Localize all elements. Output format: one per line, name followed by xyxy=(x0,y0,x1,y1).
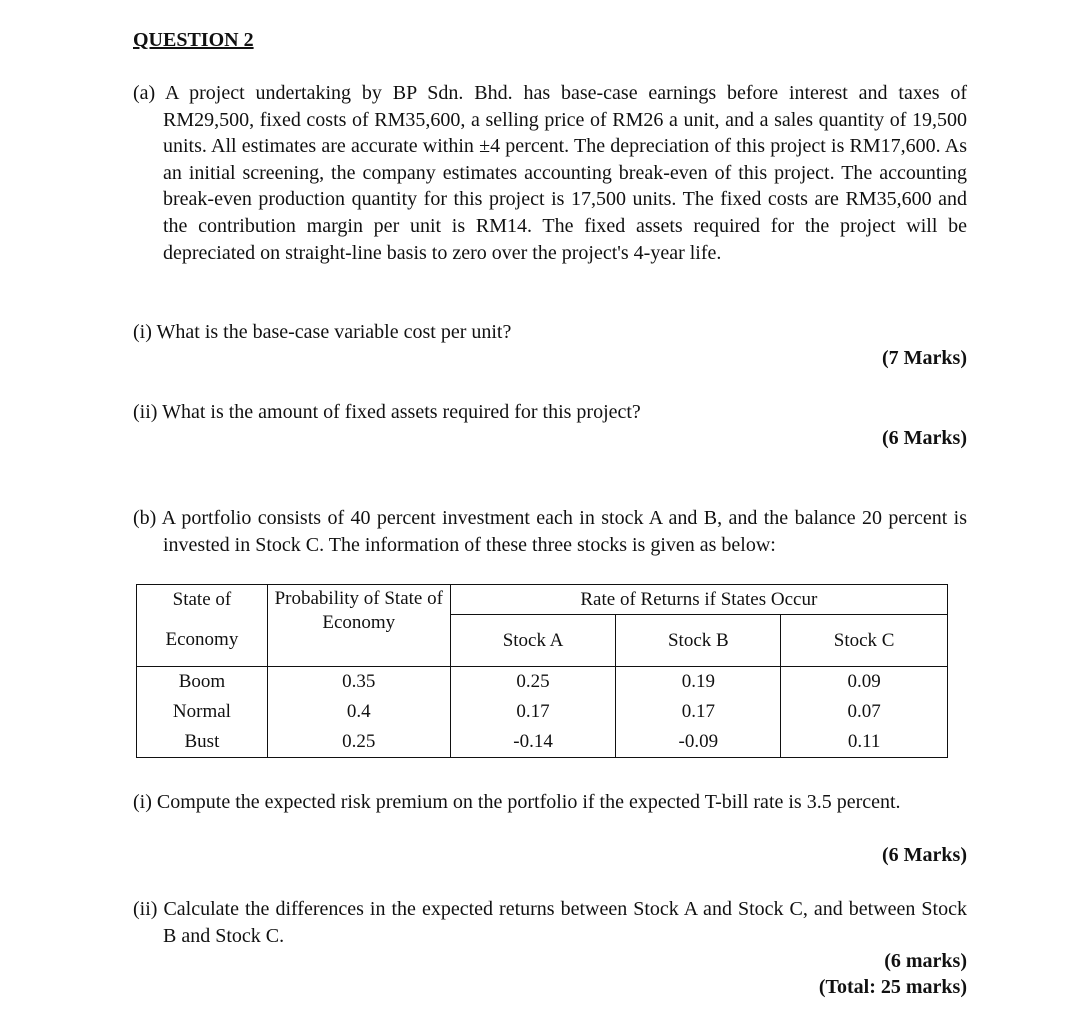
cell-stock-b: -0.09 xyxy=(616,727,781,758)
header-probability: Probability of State of Economy xyxy=(267,585,450,667)
part-b-question-i: (i) Compute the expected risk premium on the portfolio if the expected T-bill rate is 3.5 percent. xyxy=(133,791,901,813)
cell-stock-c: 0.09 xyxy=(781,667,948,698)
cell-stock-b: 0.17 xyxy=(616,697,781,727)
table-row xyxy=(137,727,948,758)
returns-table xyxy=(136,584,948,758)
cell-stock-b: 0.19 xyxy=(616,667,781,698)
cell-probability: 0.4 xyxy=(267,697,450,727)
cell-probability: 0.35 xyxy=(267,667,450,698)
part-b-question-ii: (ii) Calculate the differences in the expected returns between Stock A and Stock C, and between Stock B and Stock C. xyxy=(133,898,967,947)
header-stock-c: Stock C xyxy=(781,615,948,667)
part-a-question-ii-marks: (6 Marks) xyxy=(882,427,967,449)
table-row xyxy=(137,697,948,727)
part-b-intro: (b) A portfolio consists of 40 percent investment each in stock A and B, and the balance 20 percent is invested in Stock C. The information of these three stocks is given as below: xyxy=(133,507,967,556)
cell-stock-a: 0.25 xyxy=(450,667,616,698)
part-a-question-i: (i) What is the base-case variable cost per unit? xyxy=(133,321,512,343)
cell-state: Bust xyxy=(137,727,268,758)
header-rate-of-returns: Rate of Returns if States Occur xyxy=(450,585,947,615)
cell-stock-c: 0.11 xyxy=(781,727,948,758)
cell-stock-a: -0.14 xyxy=(450,727,616,758)
cell-state: Normal xyxy=(137,697,268,727)
part-b-question-ii-marks: (6 marks) xyxy=(884,950,967,972)
header-stock-b: Stock B xyxy=(616,615,781,667)
question-title: QUESTION 2 xyxy=(133,29,254,51)
header-stock-a: Stock A xyxy=(450,615,616,667)
table-row xyxy=(137,667,948,698)
total-marks: (Total: 25 marks) xyxy=(818,976,967,998)
header-state-bottom: Economy xyxy=(137,615,268,667)
cell-stock-c: 0.07 xyxy=(781,697,948,727)
cell-probability: 0.25 xyxy=(267,727,450,758)
cell-stock-a: 0.17 xyxy=(450,697,616,727)
cell-state: Boom xyxy=(137,667,268,698)
part-b-question-i-marks: (6 Marks) xyxy=(882,844,967,866)
header-state-top: State of xyxy=(137,585,268,615)
part-a-question-i-marks: (7 Marks) xyxy=(882,347,967,369)
part-a-question-ii: (ii) What is the amount of fixed assets required for this project? xyxy=(133,401,641,423)
part-a-intro: (a) A project undertaking by BP Sdn. Bhd. has base-case earnings before interest and taxes of RM29,500, fixed costs of RM35,600, a selling price of RM26 a unit, and a sales quantity of 19,500 units. All estimates are accurate within ±4 percent. The depreciation of this project is RM17,600. As an initial screening, the company estimates accounting break-even of this project. The accounting break-even production quantity for this project is 17,500 units. The fixed costs are RM35,600 and the contribution margin per unit is RM14. The fixed assets required for the project will be depreciated on straight-line basis to zero over the project's 4-year life. xyxy=(133,82,967,264)
